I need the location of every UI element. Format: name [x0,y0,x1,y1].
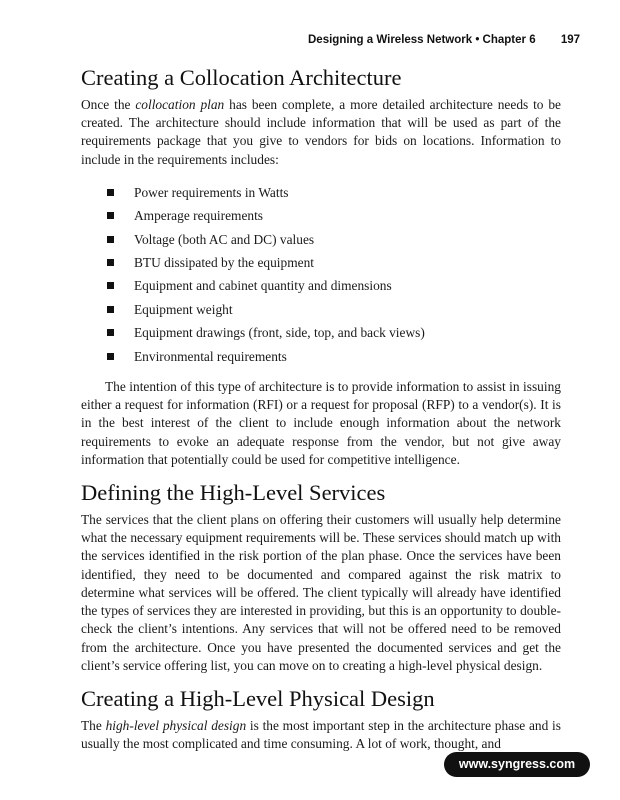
footer-url-badge: www.syngress.com [444,752,590,777]
running-title: Designing a Wireless Network • Chapter 6 [308,34,536,46]
list-item: Equipment drawings (front, side, top, and back views) [107,321,561,344]
list-item: Amperage requirements [107,204,561,227]
bullet-square-icon [107,236,114,243]
paragraph-physical-design: The high-level physical design is the most important step in the architecture phase and is usually the most complicated and time consuming. A lot of work, thought, and [81,717,561,752]
page-number: 197 [560,34,580,46]
requirements-list [107,181,561,368]
list-item: Voltage (both AC and DC) values [107,228,561,251]
list-item: Equipment weight [107,298,561,321]
paragraph-services: The services that the client plans on offering their customers will usually help determine what the necessary equipment requirements will be. These services should match up with the services identified in the risk portion of the plan phase. Once the services have been identified, they need to be documented and compared against the risk matrix to determine what services will be offered. The client typically will already have identified the types of services they are interested in providing, but this is an opportunity to double-check the client’s intentions. Any services that will not be offered need to be removed from the architecture. Once you have presented the documented services and get the client’s service offering list, you can move on to creating a high-level physical design. [81,512,561,673]
list-item: Power requirements in Watts [107,181,561,204]
section-title-collocation: Creating a Collocation Architecture [81,65,402,90]
list-item: BTU dissipated by the equipment [107,251,561,274]
bullet-square-icon [107,353,114,360]
section-title-physical-design: Creating a High-Level Physical Design [81,685,435,711]
bullet-square-icon [107,329,114,336]
bullet-square-icon [107,306,114,313]
term-collocation-plan: collocation plan [135,97,225,112]
page-body [81,58,561,753]
list-item: Equipment and cabinet quantity and dimensions [107,274,561,297]
bullet-square-icon [107,189,114,196]
bullet-square-icon [107,259,114,266]
paragraph-collocation-intention: The intention of this type of architecture is to provide information to assist in issuing either a request for information (RFI) or a request for proposal (RFP) to a vendor(s). It is in the best interest of the client to include enough information about the network requirements to evoke an adequate response from the vendor, but not give away information that potentially could be used for competitive intelligence. [81,379,561,467]
list-item: Environmental requirements [107,345,561,368]
paragraph-collocation-intro: Once the collocation plan has been complete, a more detailed architecture needs to be created. The architecture should include information that will be used as part of the requirements package that you give to vendors for bids on locations. Information to include in the requirements includes: [81,97,561,167]
section-title-services: Defining the High-Level Services [81,480,386,506]
bullet-square-icon [107,282,114,289]
bullet-square-icon [107,212,114,219]
term-high-level-physical-design: high-level physical design [105,717,247,733]
running-header [308,34,580,46]
